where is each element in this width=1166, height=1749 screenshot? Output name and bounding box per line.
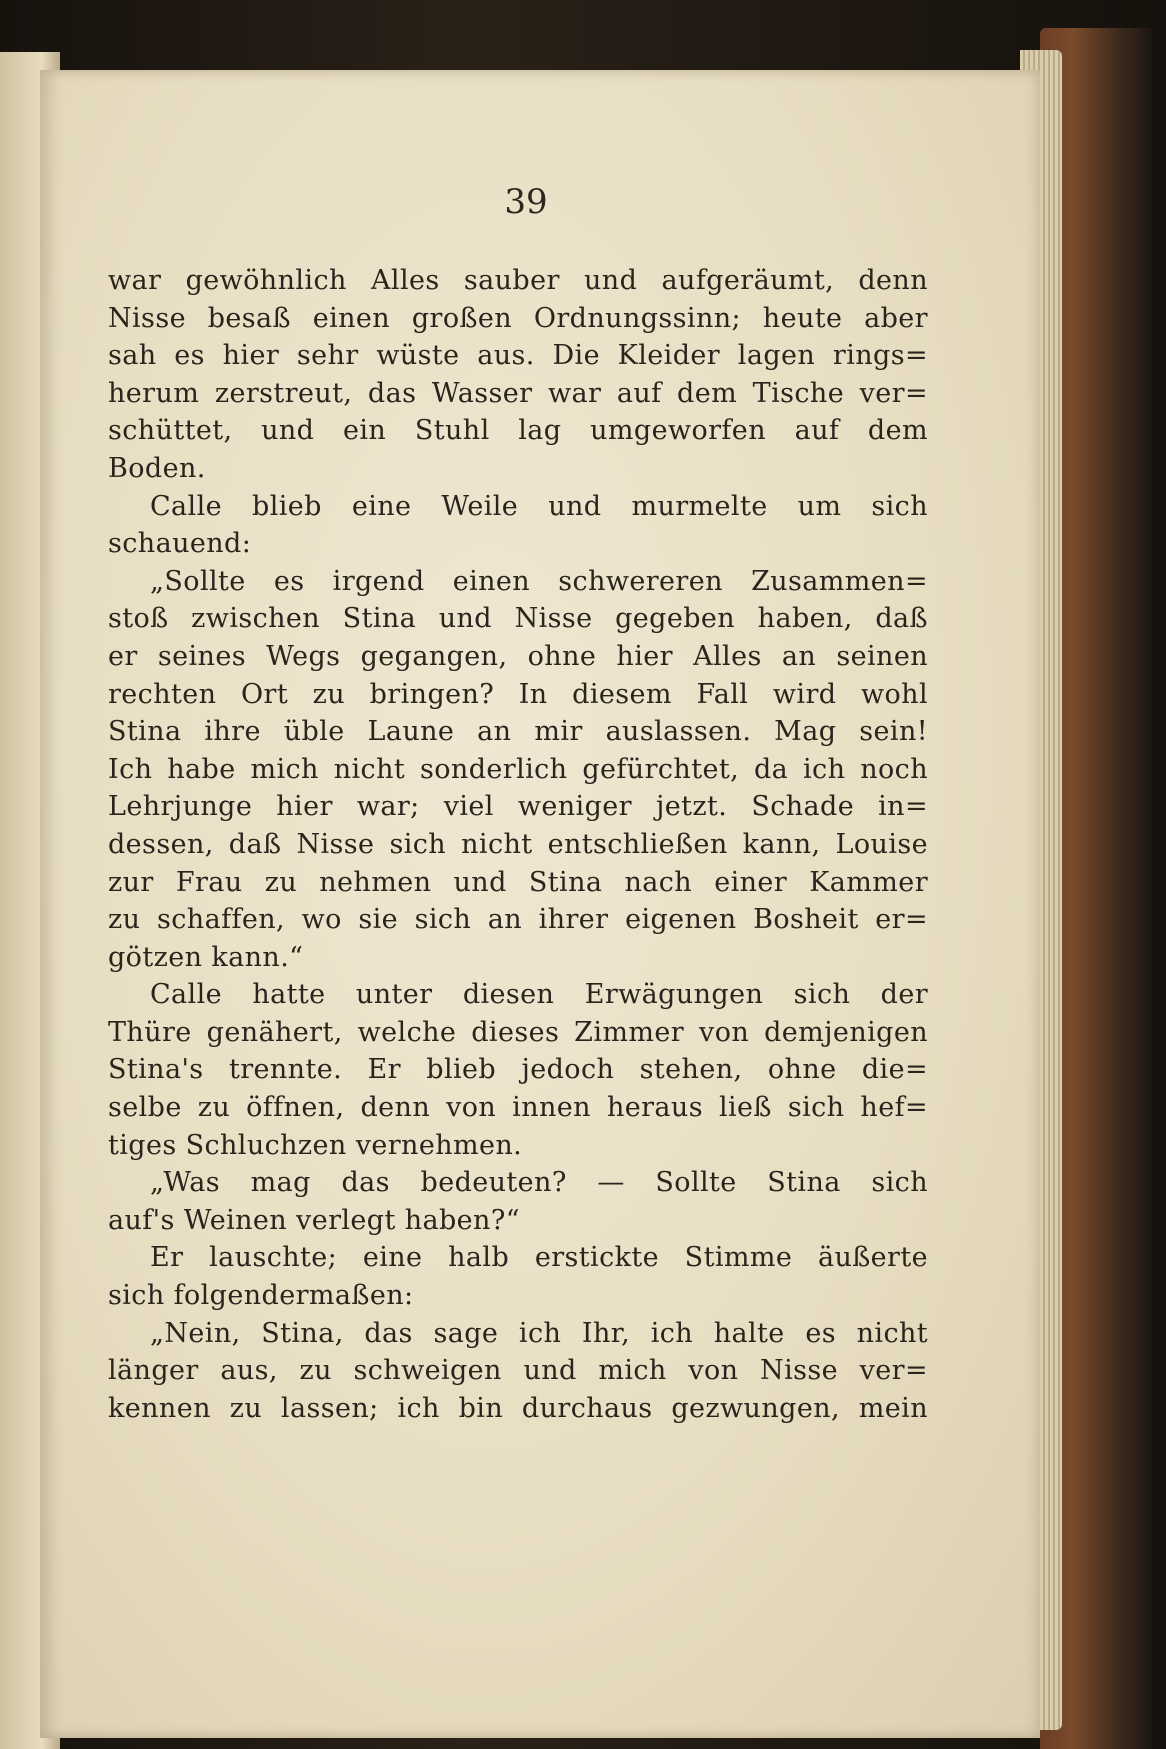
text-line: schüttet, und ein Stuhl lag umgeworfen auf dem bbox=[108, 415, 928, 447]
text-line: selbe zu öffnen, denn von innen heraus ließ sich hef= bbox=[108, 1092, 928, 1124]
text-line: war gewöhnlich Alles sauber und aufgeräumt, denn bbox=[108, 265, 928, 296]
text-line: Stina ihre üble Laune an mir auslassen. Mag sein! bbox=[108, 716, 928, 748]
text-line: Er lauschte; eine halb erstickte Stimme äußerte bbox=[150, 1242, 928, 1274]
text-line: Boden. bbox=[108, 452, 206, 484]
text-line: länger aus, zu schweigen und mich von Nisse ver= bbox=[108, 1355, 928, 1387]
text-line: auf's Weinen verlegt haben?“ bbox=[108, 1204, 520, 1236]
text-line: kennen zu lassen; ich bin durchaus gezwungen, mein bbox=[108, 1392, 928, 1424]
text-line: tiges Schluchzen vernehmen. bbox=[108, 1129, 523, 1161]
text-line: zu schaffen, wo sie sich an ihrer eigenen Bosheit er= bbox=[108, 904, 928, 936]
text-line: Lehrjunge hier war; viel weniger jetzt. Schade in= bbox=[108, 791, 928, 823]
page-number: 39 bbox=[504, 182, 548, 222]
text-line: rechten Ort zu bringen? In diesem Fall wird wohl bbox=[108, 678, 928, 710]
text-line: schauend: bbox=[108, 528, 252, 560]
text-line: Thüre genähert, welche dieses Zimmer von demjenigen bbox=[108, 1016, 928, 1048]
text-line: sah es hier sehr wüste aus. Die Kleider lagen rings= bbox=[108, 340, 928, 372]
text-line: Calle blieb eine Weile und murmelte um sich bbox=[150, 490, 928, 522]
body-text bbox=[108, 262, 928, 1427]
text-line: „Nein, Stina, das sage ich Ihr, ich halte es nicht bbox=[150, 1317, 928, 1349]
text-line: Ich habe mich nicht sonderlich gefürchtet, da ich noch bbox=[108, 753, 928, 785]
text-line: herum zerstreut, das Wasser war auf dem Tische ver= bbox=[108, 377, 928, 409]
text-line: Stina's trennte. Er blieb jedoch stehen, ohne die= bbox=[108, 1054, 928, 1086]
text-line: stoß zwischen Stina und Nisse gegeben haben, daß bbox=[108, 603, 928, 635]
text-line: „Was mag das bedeuten? — Sollte Stina sich bbox=[150, 1167, 928, 1199]
text-line: dessen, daß Nisse sich nicht entschließen kann, Louise bbox=[108, 828, 928, 860]
text-line: er seines Wegs gegangen, ohne hier Alles an seinen bbox=[108, 640, 928, 672]
text-line: „Sollte es irgend einen schwereren Zusammen= bbox=[150, 565, 928, 597]
text-line: sich folgendermaßen: bbox=[108, 1280, 414, 1312]
text-line: zur Frau zu nehmen und Stina nach einer Kammer bbox=[108, 866, 928, 898]
text-line: Nisse besaß einen großen Ordnungssinn; heute aber bbox=[108, 302, 928, 334]
text-line: götzen kann.“ bbox=[108, 941, 304, 973]
text-line: Calle hatte unter diesen Erwägungen sich der bbox=[150, 979, 928, 1011]
